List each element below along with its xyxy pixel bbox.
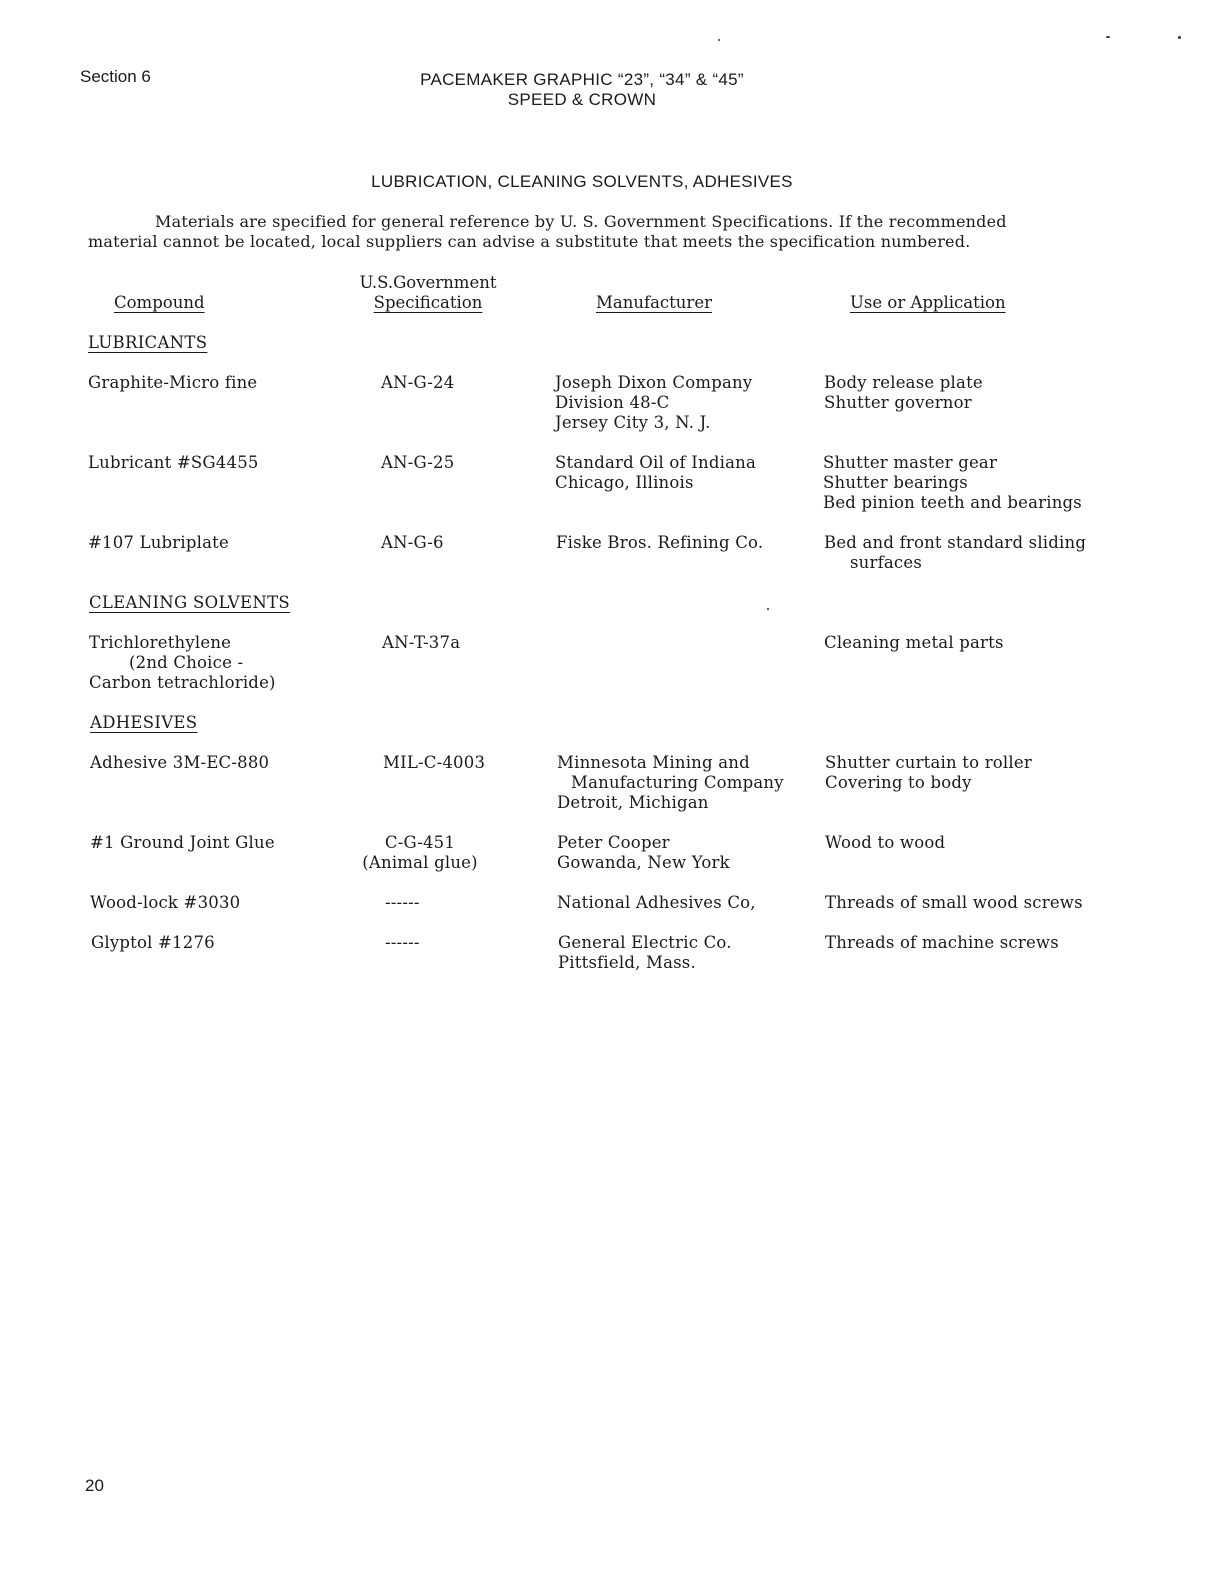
compound-line: Trichlorethylene	[89, 633, 232, 652]
manufacturer-line: Jersey City 3, N. J.	[555, 413, 711, 432]
intro-line-1: Materials are specified for general reference by U. S. Government Specifications. If the recommended	[155, 212, 1007, 231]
manufacturer-line: Standard Oil of Indiana	[555, 453, 756, 472]
use-line: Bed and front standard sliding	[824, 533, 1087, 552]
use-line: Cleaning metal parts	[824, 633, 1004, 652]
manufacturer-line: Minnesota Mining and	[557, 753, 750, 772]
manufacturer-cell	[557, 753, 784, 813]
spec-line: C-G-451	[384, 833, 456, 852]
manufacturer-cell	[557, 893, 756, 913]
manufacturer-line: National Adhesives Co,	[557, 893, 756, 912]
scan-speck	[1178, 36, 1181, 39]
use-line: surfaces	[850, 553, 922, 572]
spec-cell: AN-G-25	[381, 453, 455, 472]
spec-cell: AN-G-24	[381, 373, 455, 392]
use-cell	[824, 633, 1004, 653]
manufacturer-line: Division 48-C	[555, 393, 670, 412]
column-header-use: Use or Application	[850, 293, 1006, 312]
section-heading-adhesives: ADHESIVES	[90, 713, 198, 732]
manufacturer-cell	[555, 453, 756, 493]
use-cell	[823, 453, 1082, 513]
spec-cell: MIL-C-4003	[383, 753, 486, 772]
use-line: Threads of small wood screws	[825, 893, 1083, 912]
spec-cell: ------	[385, 893, 420, 912]
manufacturer-line: Fiske Bros. Refining Co.	[556, 533, 764, 552]
compound-cell: Lubricant #SG4455	[88, 453, 259, 472]
manufacturer-cell	[555, 373, 752, 433]
column-header-spec-line1: U.S.Government	[359, 273, 497, 292]
use-line: Covering to body	[825, 773, 972, 792]
manufacturer-line: Joseph Dixon Company	[555, 373, 753, 392]
compound-cell	[89, 633, 276, 693]
spec-cell: ------	[385, 933, 420, 952]
manufacturer-line: General Electric Co.	[558, 933, 732, 952]
use-line: Shutter curtain to roller	[825, 753, 1032, 772]
use-cell	[824, 533, 1086, 573]
manufacturer-line: Chicago, Illinois	[555, 473, 694, 492]
use-line: Threads of machine screws	[825, 933, 1059, 952]
compound-line: (2nd Choice -	[129, 653, 244, 672]
section-label: Section 6	[80, 67, 151, 86]
page-number: 20	[85, 1476, 104, 1495]
manual-title: PACEMAKER GRAPHIC “23”, “34” & “45”	[420, 70, 744, 89]
use-line: Shutter master gear	[823, 453, 998, 472]
compound-cell: #1 Ground Joint Glue	[90, 833, 275, 852]
column-header-manufacturer: Manufacturer	[596, 293, 712, 312]
use-line: Wood to wood	[825, 833, 946, 852]
use-cell	[825, 893, 1083, 913]
compound-cell: #107 Lubriplate	[88, 533, 229, 552]
scan-speck	[1106, 36, 1110, 38]
use-cell	[824, 373, 983, 413]
use-line: Shutter governor	[824, 393, 972, 412]
manufacturer-line: Peter Cooper	[557, 833, 670, 852]
manufacturer-line: Gowanda, New York	[557, 853, 730, 872]
compound-cell: Glyptol #1276	[91, 933, 215, 952]
manufacturer-line: Pittsfield, Mass.	[558, 953, 696, 972]
use-line: Shutter bearings	[823, 473, 968, 492]
manufacturer-line: Manufacturing Company	[571, 773, 784, 792]
compound-line: Carbon tetrachloride)	[89, 673, 276, 692]
manufacturer-cell	[556, 533, 763, 553]
page-title: LUBRICATION, CLEANING SOLVENTS, ADHESIVES	[371, 172, 793, 191]
section-heading-cleaning-solvents: CLEANING SOLVENTS	[89, 593, 290, 612]
intro-line-2: material cannot be located, local suppliers can advise a substitute that meets the specification numbered.	[88, 232, 971, 251]
spec-line: (Animal glue)	[362, 853, 478, 872]
manufacturer-line: Detroit, Michigan	[557, 793, 709, 812]
scan-speck	[718, 39, 720, 41]
column-header-compound: Compound	[114, 293, 205, 312]
compound-cell: Graphite-Micro fine	[88, 373, 258, 392]
manufacturer-cell	[557, 833, 730, 873]
spec-cell	[350, 833, 490, 873]
manufacturer-cell	[558, 933, 732, 973]
use-cell	[825, 833, 945, 853]
section-heading-lubricants: LUBRICANTS	[88, 333, 208, 352]
manual-subtitle: SPEED & CROWN	[507, 90, 657, 109]
use-line: Body release plate	[824, 373, 983, 392]
column-header-spec-line2: Specification	[373, 293, 483, 312]
spec-cell: AN-T-37a	[382, 633, 461, 652]
use-line: Bed pinion teeth and bearings	[823, 493, 1082, 512]
compound-cell: Wood-lock #3030	[90, 893, 241, 912]
scan-speck	[767, 608, 769, 610]
use-cell	[825, 933, 1059, 953]
use-cell	[825, 753, 1032, 793]
spec-cell: AN-G-6	[381, 533, 444, 552]
compound-cell: Adhesive 3M-EC-880	[90, 753, 270, 772]
